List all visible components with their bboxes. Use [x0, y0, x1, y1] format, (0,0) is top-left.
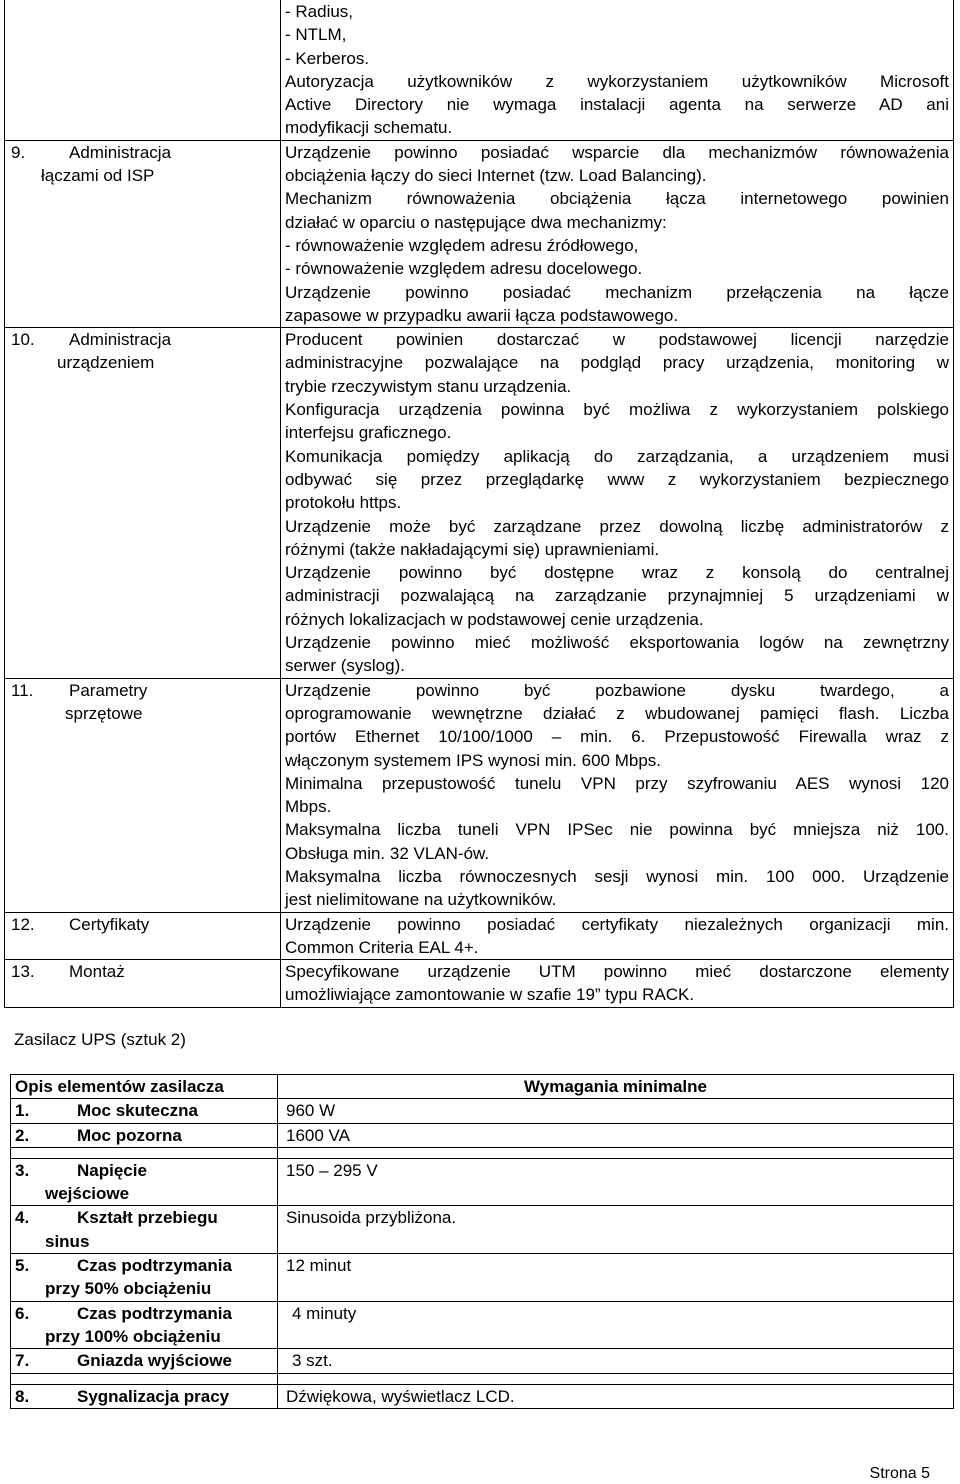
- row-name-cont: sprzętowe: [65, 703, 143, 723]
- desc-line: Urządzenie powinno być pozbawione dysku twardego, a: [285, 680, 949, 700]
- row-number: 8.: [15, 1386, 30, 1406]
- spec-row-9: [5, 140, 954, 327]
- desc-line: Komunikacja pomiędzy aplikacją do zarządzania, a urządzeniem musi: [285, 446, 949, 466]
- spec-row-13: [5, 960, 954, 1008]
- desc-line: włączonym systemem IPS wynosi min. 600 Mbps.: [285, 750, 662, 770]
- desc-line: Active Directory nie wymaga instalacji agenta na serwerze AD ani: [285, 95, 949, 115]
- desc-line: Urządzenie powinno posiadać mechanizm przełączenia na łącze: [285, 282, 949, 302]
- ups-value-cell: 12 minut: [278, 1254, 954, 1302]
- desc-line: administracyjne pozwalające na podgląd pracy urządzenia, monitoring w: [285, 353, 949, 373]
- ups-row: [11, 1254, 954, 1302]
- ups-value-cell: 3 szt.: [278, 1349, 954, 1373]
- ups-row: [11, 1384, 954, 1408]
- row-number: 6.: [15, 1303, 30, 1323]
- row-number: 9.: [11, 142, 26, 162]
- ups-row: [11, 1206, 954, 1254]
- ups-section-title: Zasilacz UPS (sztuk 2): [14, 1030, 186, 1049]
- desc-line: protokołu https.: [285, 493, 402, 513]
- spec-desc-cell: [281, 960, 954, 1008]
- desc-line: serwer (syslog).: [285, 656, 405, 676]
- desc-line: - równoważenie względem adresu źródłowego,: [285, 235, 639, 255]
- spec-row-11: [5, 678, 954, 912]
- desc-line: oprogramowanie wewnętrzne działać z wbudowanej pamięci flash. Liczba: [285, 703, 949, 723]
- ups-param-cell: [11, 1206, 278, 1254]
- desc-line: Urządzenie może być zarządzane przez dowolną liczbę administratorów z: [285, 516, 949, 536]
- ups-gap-row: [11, 1147, 954, 1158]
- desc-line: Urządzenie powinno mieć możliwość eksportowania logów na zewnętrzny: [285, 633, 949, 653]
- desc-line: trybie rzeczywistym stanu urządzenia.: [285, 376, 572, 396]
- desc-line: umożliwiające zamontowanie w szafie 19” typu RACK.: [285, 985, 695, 1005]
- row-name: Montaż: [69, 962, 125, 982]
- desc-line: Common Criteria EAL 4+.: [285, 937, 479, 957]
- desc-line: - Radius,: [285, 2, 354, 21]
- desc-line: Specyfikowane urządzenie UTM powinno mieć dostarczone elementy: [285, 962, 949, 982]
- row-name: Sygnalizacja pracy: [77, 1386, 230, 1406]
- ups-value-cell: 960 W: [278, 1099, 954, 1123]
- spec-name-cell: [5, 140, 281, 327]
- ups-header-requirements: Wymagania minimalne: [278, 1075, 954, 1099]
- desc-line: administracji pozwalającą na zarządzanie przynajmniej 5 urządzeniami w: [285, 586, 949, 606]
- row-name: Napięcie: [77, 1160, 147, 1180]
- desc-line: modyfikacji schematu.: [285, 118, 453, 138]
- spec-desc-cell: [281, 912, 954, 960]
- row-name: Gniazda wyjściowe: [77, 1351, 232, 1371]
- desc-line: zapasowe w przypadku awarii łącza podstawowego.: [285, 305, 679, 325]
- desc-line: Autoryzacja użytkowników z wykorzystaniem użytkowników Microsoft: [285, 71, 949, 91]
- ups-param-cell: [11, 1254, 278, 1302]
- ups-param-cell: [11, 1384, 278, 1408]
- ups-header-row: [11, 1075, 954, 1099]
- desc-line: Mechanizm równoważenia obciążenia łącza internetowego powinien: [285, 189, 949, 209]
- spec-row-10: [5, 328, 954, 678]
- row-name: Administracja: [69, 330, 172, 350]
- page-number: Strona 5: [869, 1465, 930, 1482]
- desc-line: - Kerberos.: [285, 48, 370, 68]
- ups-param-cell: [11, 1158, 278, 1206]
- row-name: Moc skuteczna: [77, 1101, 198, 1121]
- ups-value-cell: 4 minuty: [278, 1301, 954, 1349]
- ups-value-cell: Sinusoida przybliżona.: [278, 1206, 954, 1254]
- desc-line: jest nielimitowane na użytkowników.: [285, 890, 557, 910]
- ups-header-description: Opis elementów zasilacza: [11, 1075, 278, 1099]
- desc-line: różnymi (także nakładającymi się) uprawnieniami.: [285, 539, 660, 559]
- desc-line: Urządzenie powinno posiadać wsparcie dla mechanizmów równoważenia: [285, 142, 949, 162]
- row-name: Kształt przebiegu: [77, 1208, 218, 1228]
- row-name-cont: przy 50% obciążeniu: [45, 1279, 212, 1299]
- row-name: Certyfikaty: [69, 914, 150, 934]
- spec-row-12: [5, 912, 954, 960]
- row-number: 1.: [15, 1101, 30, 1121]
- spec-name-cell: [5, 912, 281, 960]
- ups-row: [11, 1158, 954, 1206]
- row-number: 13.: [11, 962, 35, 982]
- row-name-cont: łączami od ISP: [41, 166, 155, 186]
- desc-line: portów Ethernet 10/100/1000 – min. 6. Przepustowość Firewalla wraz z: [285, 727, 949, 747]
- ups-gap-row: [11, 1373, 954, 1384]
- ups-param-cell: [11, 1301, 278, 1349]
- desc-line: Mbps.: [285, 797, 332, 817]
- desc-line: Producent powinien dostarczać w podstawowej licencji narzędzie: [285, 330, 949, 350]
- desc-line: Maksymalna liczba równoczesnych sesji wynosi min. 100 000. Urządzenie: [285, 866, 949, 886]
- row-name: Czas podtrzymania: [77, 1303, 232, 1323]
- desc-line: Urządzenie powinno posiadać certyfikaty niezależnych organizacji min.: [285, 914, 949, 934]
- ups-row: [11, 1099, 954, 1123]
- desc-line: Maksymalna liczba tuneli VPN IPSec nie powinna być mniejsza niż 100.: [285, 820, 949, 840]
- ups-row: [11, 1349, 954, 1373]
- row-number: 12.: [11, 914, 35, 934]
- desc-line: odbywać się przez przeglądarkę www z wykorzystaniem bezpiecznego: [285, 469, 949, 489]
- row-name: Parametry: [69, 680, 148, 700]
- row-number: 4.: [15, 1208, 30, 1228]
- row-number: 7.: [15, 1351, 30, 1371]
- spec-name-cell: [5, 0, 281, 140]
- spec-desc-cell: [281, 0, 954, 140]
- desc-line: - równoważenie względem adresu docelowego.: [285, 259, 643, 279]
- ups-param-cell: [11, 1123, 278, 1147]
- desc-line: - NTLM,: [285, 25, 347, 45]
- desc-line: Obsługa min. 32 VLAN-ów.: [285, 843, 490, 863]
- row-name-cont: przy 100% obciążeniu: [45, 1326, 221, 1346]
- ups-table: [10, 1074, 954, 1409]
- desc-line: obciążenia łączy do sieci Internet (tzw. Load Balancing).: [285, 166, 707, 186]
- ups-row: [11, 1301, 954, 1349]
- spec-desc-cell: [281, 140, 954, 327]
- spec-desc-cell: [281, 328, 954, 678]
- desc-line: działać w oparciu o następujące dwa mechanizmy:: [285, 212, 667, 232]
- row-name: Administracja: [69, 142, 172, 162]
- ups-row: [11, 1123, 954, 1147]
- desc-line: Minimalna przepustowość tunelu VPN przy szyfrowaniu AES wynosi 120: [285, 773, 949, 793]
- ups-param-cell: [11, 1349, 278, 1373]
- row-number: 11.: [11, 680, 34, 700]
- spec-name-cell: [5, 328, 281, 678]
- row-name-cont: urządzeniem: [57, 353, 155, 373]
- ups-param-cell: [11, 1099, 278, 1123]
- row-name-cont: sinus: [45, 1231, 90, 1251]
- spec-name-cell: [5, 678, 281, 912]
- ups-value-cell: 1600 VA: [278, 1123, 954, 1147]
- row-name: Czas podtrzymania: [77, 1256, 232, 1276]
- spec-name-cell: [5, 960, 281, 1008]
- row-number: 3.: [15, 1160, 30, 1180]
- desc-line: Konfiguracja urządzenia powinna być możliwa z wykorzystaniem polskiego: [285, 400, 949, 420]
- spec-row-continuation: [5, 0, 954, 140]
- ups-value-cell: 150 – 295 V: [278, 1158, 954, 1206]
- desc-line: Urządzenie powinno być dostępne wraz z konsolą do centralnej: [285, 563, 949, 583]
- spec-table: [4, 0, 954, 1008]
- row-name-cont: wejściowe: [45, 1184, 130, 1204]
- row-number: 5.: [15, 1256, 30, 1276]
- desc-line: interfejsu graficznego.: [285, 423, 452, 443]
- row-number: 10.: [11, 330, 35, 350]
- row-number: 2.: [15, 1125, 30, 1145]
- ups-value-cell: Dźwiękowa, wyświetlacz LCD.: [278, 1384, 954, 1408]
- desc-line: różnych lokalizacjach w podstawowej cenie urządzenia.: [285, 609, 704, 629]
- spec-desc-cell: [281, 678, 954, 912]
- row-name: Moc pozorna: [77, 1125, 182, 1145]
